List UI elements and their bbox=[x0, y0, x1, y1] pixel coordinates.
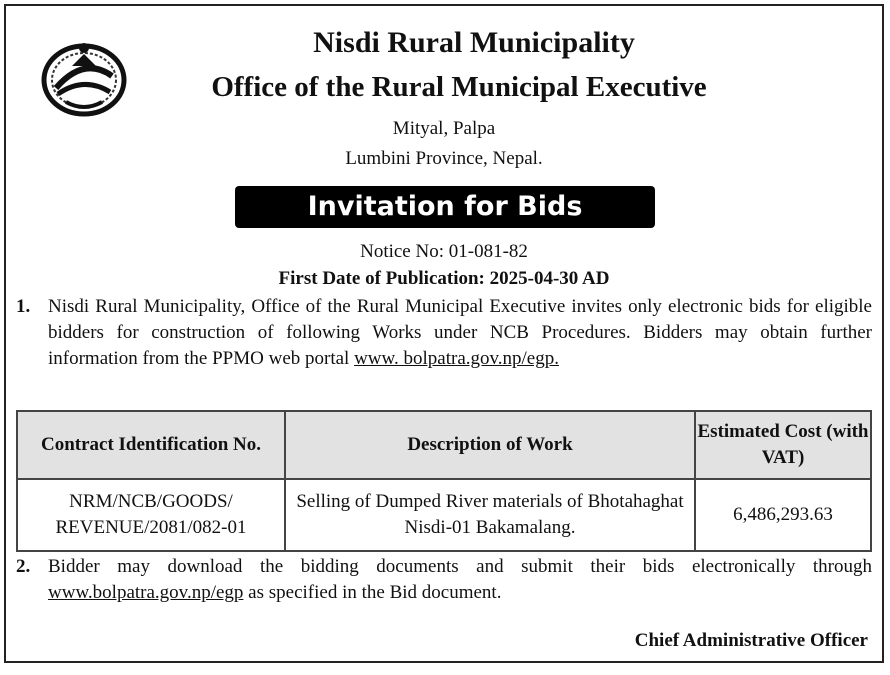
office-name: Office of the Rural Municipal Executive bbox=[211, 71, 707, 103]
paragraph-1-body bbox=[48, 294, 872, 372]
table-header-row bbox=[17, 411, 871, 479]
ppmo-portal-link[interactable]: www. bolpatra.gov.np/egp. bbox=[354, 348, 559, 369]
org-name: Nisdi Rural Municipality bbox=[313, 26, 635, 59]
table-row bbox=[17, 479, 871, 551]
cell-contract-id: NRM/NCB/GOODS/ REVENUE/2081/082-01 bbox=[17, 479, 285, 551]
header-description: Description of Work bbox=[285, 411, 695, 479]
address-line-2: Lumbini Province, Nepal. bbox=[345, 148, 543, 169]
signature-title: Chief Administrative Officer bbox=[634, 630, 868, 651]
cell-estimated-cost: 6,486,293.63 bbox=[695, 479, 871, 551]
notice-title-banner: Invitation for Bids bbox=[235, 186, 655, 228]
paragraph-1 bbox=[16, 294, 872, 372]
paragraph-1-number: 1. bbox=[16, 296, 31, 317]
notice-number: Notice No: 01-081-82 bbox=[360, 241, 528, 262]
paragraph-1-text: Nisdi Rural Municipality, Office of the Rural Municipal Executive invites only electronic bids for eligible bidders for construction of following Works under NCB Procedures. Bidders may obtain further information from the PPMO web portal bbox=[48, 296, 872, 369]
header-contract-id: Contract Identification No. bbox=[17, 411, 285, 479]
bolpatra-link[interactable]: www.bolpatra.gov.np/egp bbox=[48, 582, 244, 603]
publication-date: First Date of Publication: 2025-04-30 AD bbox=[278, 268, 610, 289]
notice-page bbox=[4, 4, 884, 663]
header-estimated-cost: Estimated Cost (with VAT) bbox=[695, 411, 871, 479]
paragraph-2-text-before: Bidder may download the bidding documents and submit their bids electronically through bbox=[48, 556, 872, 577]
paragraph-2-body bbox=[48, 554, 872, 606]
paragraph-2 bbox=[16, 554, 872, 606]
paragraph-2-text-after: as specified in the Bid document. bbox=[243, 582, 502, 603]
bids-table bbox=[16, 410, 872, 552]
address-line-1: Mityal, Palpa bbox=[392, 118, 496, 139]
paragraph-2-number: 2. bbox=[16, 556, 31, 577]
cell-description: Selling of Dumped River materials of Bhotahaghat Nisdi-01 Bakamalang. bbox=[285, 479, 695, 551]
